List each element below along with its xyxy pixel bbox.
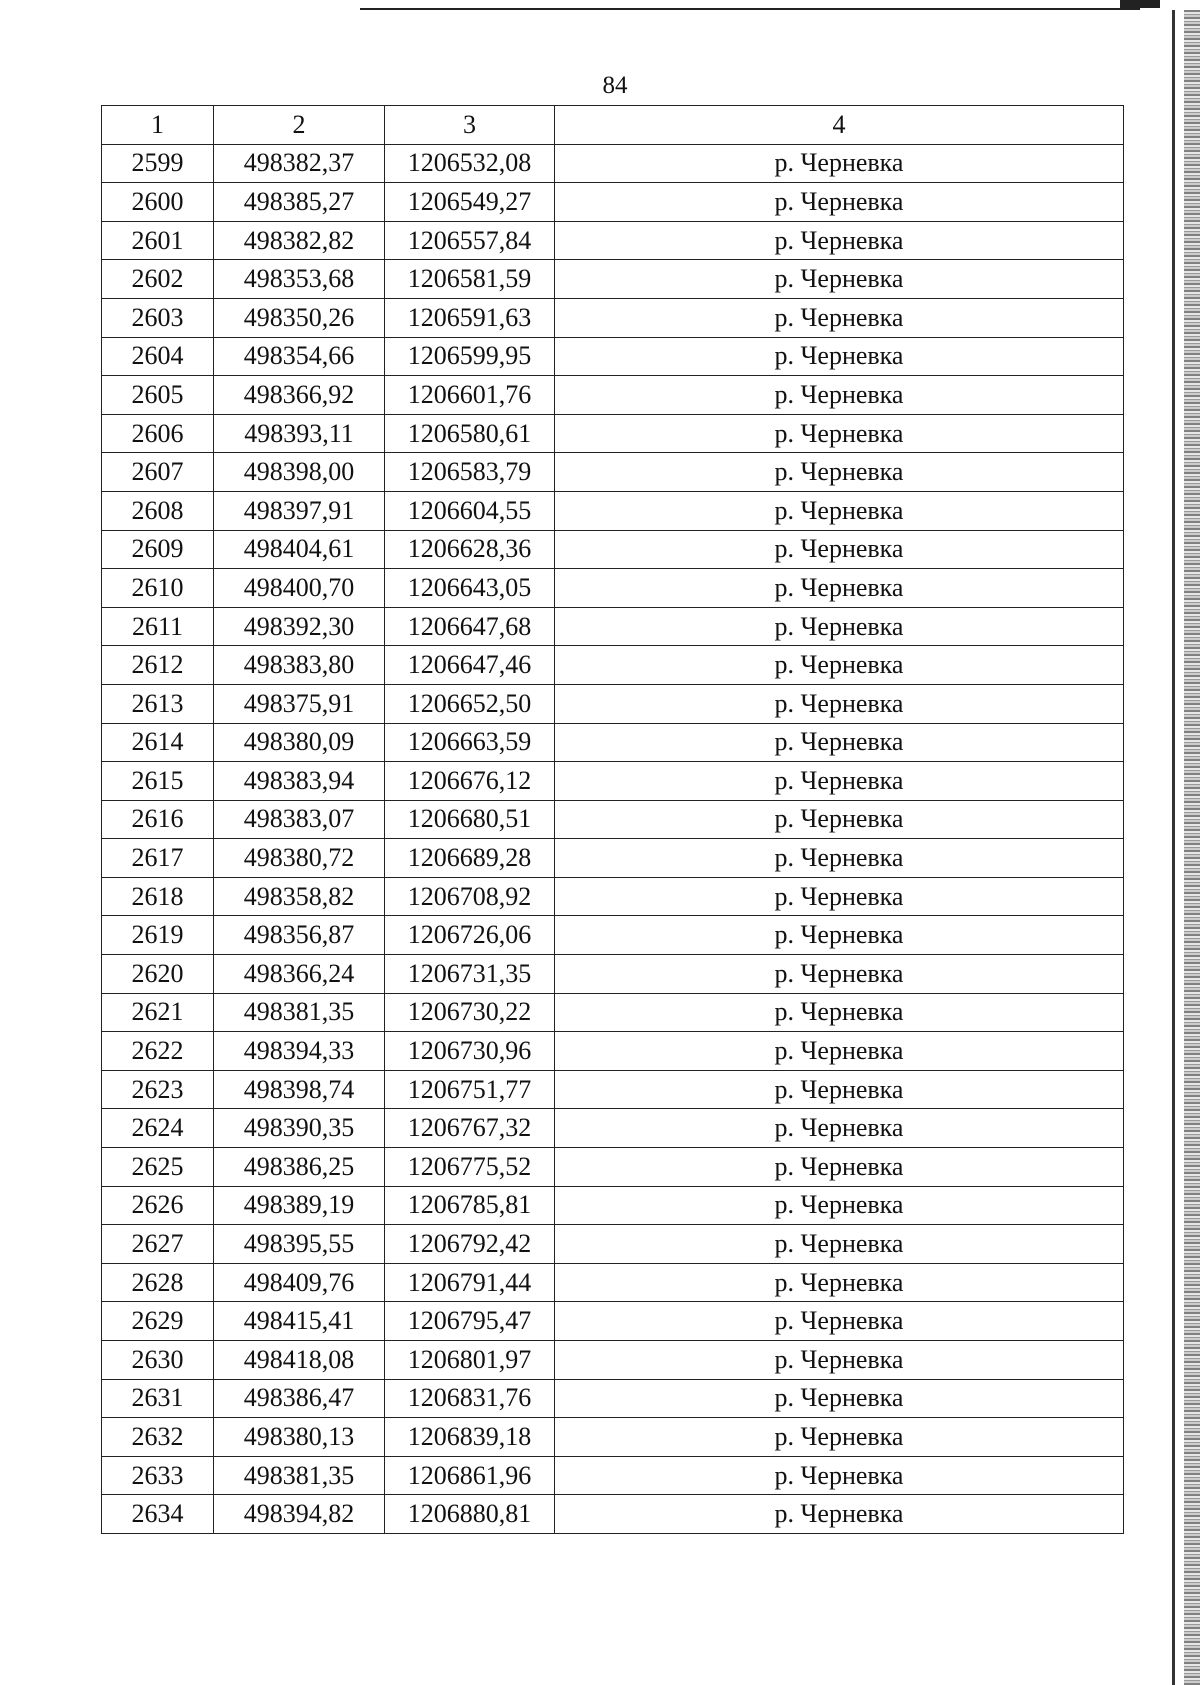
- scan-right-edge: [1184, 10, 1200, 1685]
- table-body: [102, 106, 1124, 1534]
- point-number-cell: 2614: [102, 723, 214, 762]
- description-cell: р. Черневка: [555, 1070, 1124, 1109]
- y-coordinate-cell: 1206591,63: [385, 298, 555, 337]
- y-coordinate-cell: 1206599,95: [385, 337, 555, 376]
- table-row: [102, 530, 1124, 569]
- point-number-cell: 2610: [102, 569, 214, 608]
- point-number-cell: 2633: [102, 1456, 214, 1495]
- description-cell: р. Черневка: [555, 1148, 1124, 1187]
- description-cell: р. Черневка: [555, 530, 1124, 569]
- x-coordinate-cell: 498383,94: [214, 762, 385, 801]
- y-coordinate-cell: 1206601,76: [385, 376, 555, 415]
- table-row: [102, 1070, 1124, 1109]
- coordinates-table: [101, 105, 1124, 1534]
- y-coordinate-cell: 1206580,61: [385, 414, 555, 453]
- table-row: [102, 607, 1124, 646]
- x-coordinate-cell: 498385,27: [214, 183, 385, 222]
- table-row: [102, 1341, 1124, 1380]
- y-coordinate-cell: 1206751,77: [385, 1070, 555, 1109]
- description-cell: р. Черневка: [555, 1032, 1124, 1071]
- x-coordinate-cell: 498386,25: [214, 1148, 385, 1187]
- y-coordinate-cell: 1206676,12: [385, 762, 555, 801]
- y-coordinate-cell: 1206791,44: [385, 1263, 555, 1302]
- point-number-cell: 2599: [102, 144, 214, 183]
- description-cell: р. Черневка: [555, 376, 1124, 415]
- description-cell: р. Черневка: [555, 993, 1124, 1032]
- point-number-cell: 2618: [102, 877, 214, 916]
- point-number-cell: 2632: [102, 1418, 214, 1457]
- point-number-cell: 2631: [102, 1379, 214, 1418]
- x-coordinate-cell: 498398,00: [214, 453, 385, 492]
- description-cell: р. Черневка: [555, 684, 1124, 723]
- x-coordinate-cell: 498383,07: [214, 800, 385, 839]
- point-number-cell: 2601: [102, 221, 214, 260]
- point-number-cell: 2603: [102, 298, 214, 337]
- x-coordinate-cell: 498382,82: [214, 221, 385, 260]
- y-coordinate-cell: 1206708,92: [385, 877, 555, 916]
- description-cell: р. Черневка: [555, 723, 1124, 762]
- point-number-cell: 2600: [102, 183, 214, 222]
- description-cell: р. Черневка: [555, 877, 1124, 916]
- description-cell: р. Черневка: [555, 221, 1124, 260]
- description-cell: р. Черневка: [555, 569, 1124, 608]
- y-coordinate-cell: 1206557,84: [385, 221, 555, 260]
- x-coordinate-cell: 498394,33: [214, 1032, 385, 1071]
- x-coordinate-cell: 498382,37: [214, 144, 385, 183]
- y-coordinate-cell: 1206647,68: [385, 607, 555, 646]
- column-header: 3: [385, 106, 555, 145]
- description-cell: р. Черневка: [555, 1263, 1124, 1302]
- y-coordinate-cell: 1206775,52: [385, 1148, 555, 1187]
- point-number-cell: 2623: [102, 1070, 214, 1109]
- point-number-cell: 2627: [102, 1225, 214, 1264]
- table-header-row: [102, 106, 1124, 145]
- table-row: [102, 183, 1124, 222]
- table-row: [102, 1495, 1124, 1534]
- x-coordinate-cell: 498380,72: [214, 839, 385, 878]
- table-row: [102, 298, 1124, 337]
- point-number-cell: 2605: [102, 376, 214, 415]
- y-coordinate-cell: 1206730,22: [385, 993, 555, 1032]
- y-coordinate-cell: 1206549,27: [385, 183, 555, 222]
- table-row: [102, 1032, 1124, 1071]
- x-coordinate-cell: 498353,68: [214, 260, 385, 299]
- column-header: 1: [102, 106, 214, 145]
- x-coordinate-cell: 498394,82: [214, 1495, 385, 1534]
- x-coordinate-cell: 498397,91: [214, 491, 385, 530]
- point-number-cell: 2628: [102, 1263, 214, 1302]
- table-row: [102, 839, 1124, 878]
- table-row: [102, 1379, 1124, 1418]
- description-cell: р. Черневка: [555, 453, 1124, 492]
- y-coordinate-cell: 1206652,50: [385, 684, 555, 723]
- x-coordinate-cell: 498398,74: [214, 1070, 385, 1109]
- table-row: [102, 684, 1124, 723]
- y-coordinate-cell: 1206795,47: [385, 1302, 555, 1341]
- point-number-cell: 2625: [102, 1148, 214, 1187]
- column-header: 4: [555, 106, 1124, 145]
- description-cell: р. Черневка: [555, 1109, 1124, 1148]
- table-row: [102, 569, 1124, 608]
- y-coordinate-cell: 1206680,51: [385, 800, 555, 839]
- x-coordinate-cell: 498383,80: [214, 646, 385, 685]
- description-cell: р. Черневка: [555, 1341, 1124, 1380]
- point-number-cell: 2611: [102, 607, 214, 646]
- table-row: [102, 723, 1124, 762]
- table-row: [102, 800, 1124, 839]
- y-coordinate-cell: 1206689,28: [385, 839, 555, 878]
- y-coordinate-cell: 1206643,05: [385, 569, 555, 608]
- x-coordinate-cell: 498400,70: [214, 569, 385, 608]
- table-row: [102, 1225, 1124, 1264]
- y-coordinate-cell: 1206831,76: [385, 1379, 555, 1418]
- x-coordinate-cell: 498354,66: [214, 337, 385, 376]
- table-row: [102, 1109, 1124, 1148]
- x-coordinate-cell: 498381,35: [214, 993, 385, 1032]
- y-coordinate-cell: 1206880,81: [385, 1495, 555, 1534]
- table-row: [102, 453, 1124, 492]
- point-number-cell: 2602: [102, 260, 214, 299]
- description-cell: р. Черневка: [555, 337, 1124, 376]
- x-coordinate-cell: 498395,55: [214, 1225, 385, 1264]
- y-coordinate-cell: 1206785,81: [385, 1186, 555, 1225]
- scan-top-border: [360, 8, 1140, 10]
- page-number: 84: [602, 72, 628, 99]
- description-cell: р. Черневка: [555, 144, 1124, 183]
- x-coordinate-cell: 498404,61: [214, 530, 385, 569]
- x-coordinate-cell: 498393,11: [214, 414, 385, 453]
- point-number-cell: 2607: [102, 453, 214, 492]
- description-cell: р. Черневка: [555, 762, 1124, 801]
- description-cell: р. Черневка: [555, 646, 1124, 685]
- table-row: [102, 1418, 1124, 1457]
- x-coordinate-cell: 498356,87: [214, 916, 385, 955]
- y-coordinate-cell: 1206628,36: [385, 530, 555, 569]
- description-cell: р. Черневка: [555, 298, 1124, 337]
- scan-right-border: [1172, 10, 1175, 1685]
- y-coordinate-cell: 1206792,42: [385, 1225, 555, 1264]
- point-number-cell: 2622: [102, 1032, 214, 1071]
- point-number-cell: 2609: [102, 530, 214, 569]
- y-coordinate-cell: 1206583,79: [385, 453, 555, 492]
- y-coordinate-cell: 1206532,08: [385, 144, 555, 183]
- description-cell: р. Черневка: [555, 183, 1124, 222]
- table-row: [102, 1148, 1124, 1187]
- table-row: [102, 1456, 1124, 1495]
- x-coordinate-cell: 498366,24: [214, 955, 385, 994]
- x-coordinate-cell: 498392,30: [214, 607, 385, 646]
- table-row: [102, 1302, 1124, 1341]
- y-coordinate-cell: 1206581,59: [385, 260, 555, 299]
- point-number-cell: 2624: [102, 1109, 214, 1148]
- x-coordinate-cell: 498386,47: [214, 1379, 385, 1418]
- description-cell: р. Черневка: [555, 800, 1124, 839]
- table-row: [102, 916, 1124, 955]
- point-number-cell: 2604: [102, 337, 214, 376]
- table-row: [102, 877, 1124, 916]
- point-number-cell: 2612: [102, 646, 214, 685]
- y-coordinate-cell: 1206663,59: [385, 723, 555, 762]
- description-cell: р. Черневка: [555, 1302, 1124, 1341]
- point-number-cell: 2630: [102, 1341, 214, 1380]
- x-coordinate-cell: 498380,09: [214, 723, 385, 762]
- point-number-cell: 2606: [102, 414, 214, 453]
- point-number-cell: 2613: [102, 684, 214, 723]
- description-cell: р. Черневка: [555, 414, 1124, 453]
- table-row: [102, 1263, 1124, 1302]
- point-number-cell: 2615: [102, 762, 214, 801]
- x-coordinate-cell: 498380,13: [214, 1418, 385, 1457]
- point-number-cell: 2617: [102, 839, 214, 878]
- description-cell: р. Черневка: [555, 491, 1124, 530]
- table-row: [102, 260, 1124, 299]
- x-coordinate-cell: 498390,35: [214, 1109, 385, 1148]
- table-row: [102, 337, 1124, 376]
- point-number-cell: 2619: [102, 916, 214, 955]
- point-number-cell: 2621: [102, 993, 214, 1032]
- description-cell: р. Черневка: [555, 1379, 1124, 1418]
- table-row: [102, 144, 1124, 183]
- table-row: [102, 955, 1124, 994]
- point-number-cell: 2616: [102, 800, 214, 839]
- table-row: [102, 1186, 1124, 1225]
- point-number-cell: 2626: [102, 1186, 214, 1225]
- y-coordinate-cell: 1206861,96: [385, 1456, 555, 1495]
- point-number-cell: 2629: [102, 1302, 214, 1341]
- description-cell: р. Черневка: [555, 839, 1124, 878]
- scan-top-mark: [1120, 0, 1160, 8]
- description-cell: р. Черневка: [555, 955, 1124, 994]
- x-coordinate-cell: 498389,19: [214, 1186, 385, 1225]
- table-row: [102, 376, 1124, 415]
- description-cell: р. Черневка: [555, 607, 1124, 646]
- x-coordinate-cell: 498358,82: [214, 877, 385, 916]
- x-coordinate-cell: 498366,92: [214, 376, 385, 415]
- y-coordinate-cell: 1206730,96: [385, 1032, 555, 1071]
- x-coordinate-cell: 498350,26: [214, 298, 385, 337]
- x-coordinate-cell: 498409,76: [214, 1263, 385, 1302]
- y-coordinate-cell: 1206767,32: [385, 1109, 555, 1148]
- table-row: [102, 646, 1124, 685]
- y-coordinate-cell: 1206731,35: [385, 955, 555, 994]
- point-number-cell: 2620: [102, 955, 214, 994]
- description-cell: р. Черневка: [555, 916, 1124, 955]
- y-coordinate-cell: 1206647,46: [385, 646, 555, 685]
- y-coordinate-cell: 1206839,18: [385, 1418, 555, 1457]
- table-row: [102, 491, 1124, 530]
- column-header: 2: [214, 106, 385, 145]
- description-cell: р. Черневка: [555, 1456, 1124, 1495]
- y-coordinate-cell: 1206604,55: [385, 491, 555, 530]
- point-number-cell: 2608: [102, 491, 214, 530]
- description-cell: р. Черневка: [555, 1186, 1124, 1225]
- description-cell: р. Черневка: [555, 1495, 1124, 1534]
- table-row: [102, 221, 1124, 260]
- description-cell: р. Черневка: [555, 1418, 1124, 1457]
- table-row: [102, 762, 1124, 801]
- x-coordinate-cell: 498375,91: [214, 684, 385, 723]
- table-row: [102, 414, 1124, 453]
- x-coordinate-cell: 498415,41: [214, 1302, 385, 1341]
- point-number-cell: 2634: [102, 1495, 214, 1534]
- x-coordinate-cell: 498381,35: [214, 1456, 385, 1495]
- description-cell: р. Черневка: [555, 260, 1124, 299]
- y-coordinate-cell: 1206726,06: [385, 916, 555, 955]
- x-coordinate-cell: 498418,08: [214, 1341, 385, 1380]
- y-coordinate-cell: 1206801,97: [385, 1341, 555, 1380]
- description-cell: р. Черневка: [555, 1225, 1124, 1264]
- table-row: [102, 993, 1124, 1032]
